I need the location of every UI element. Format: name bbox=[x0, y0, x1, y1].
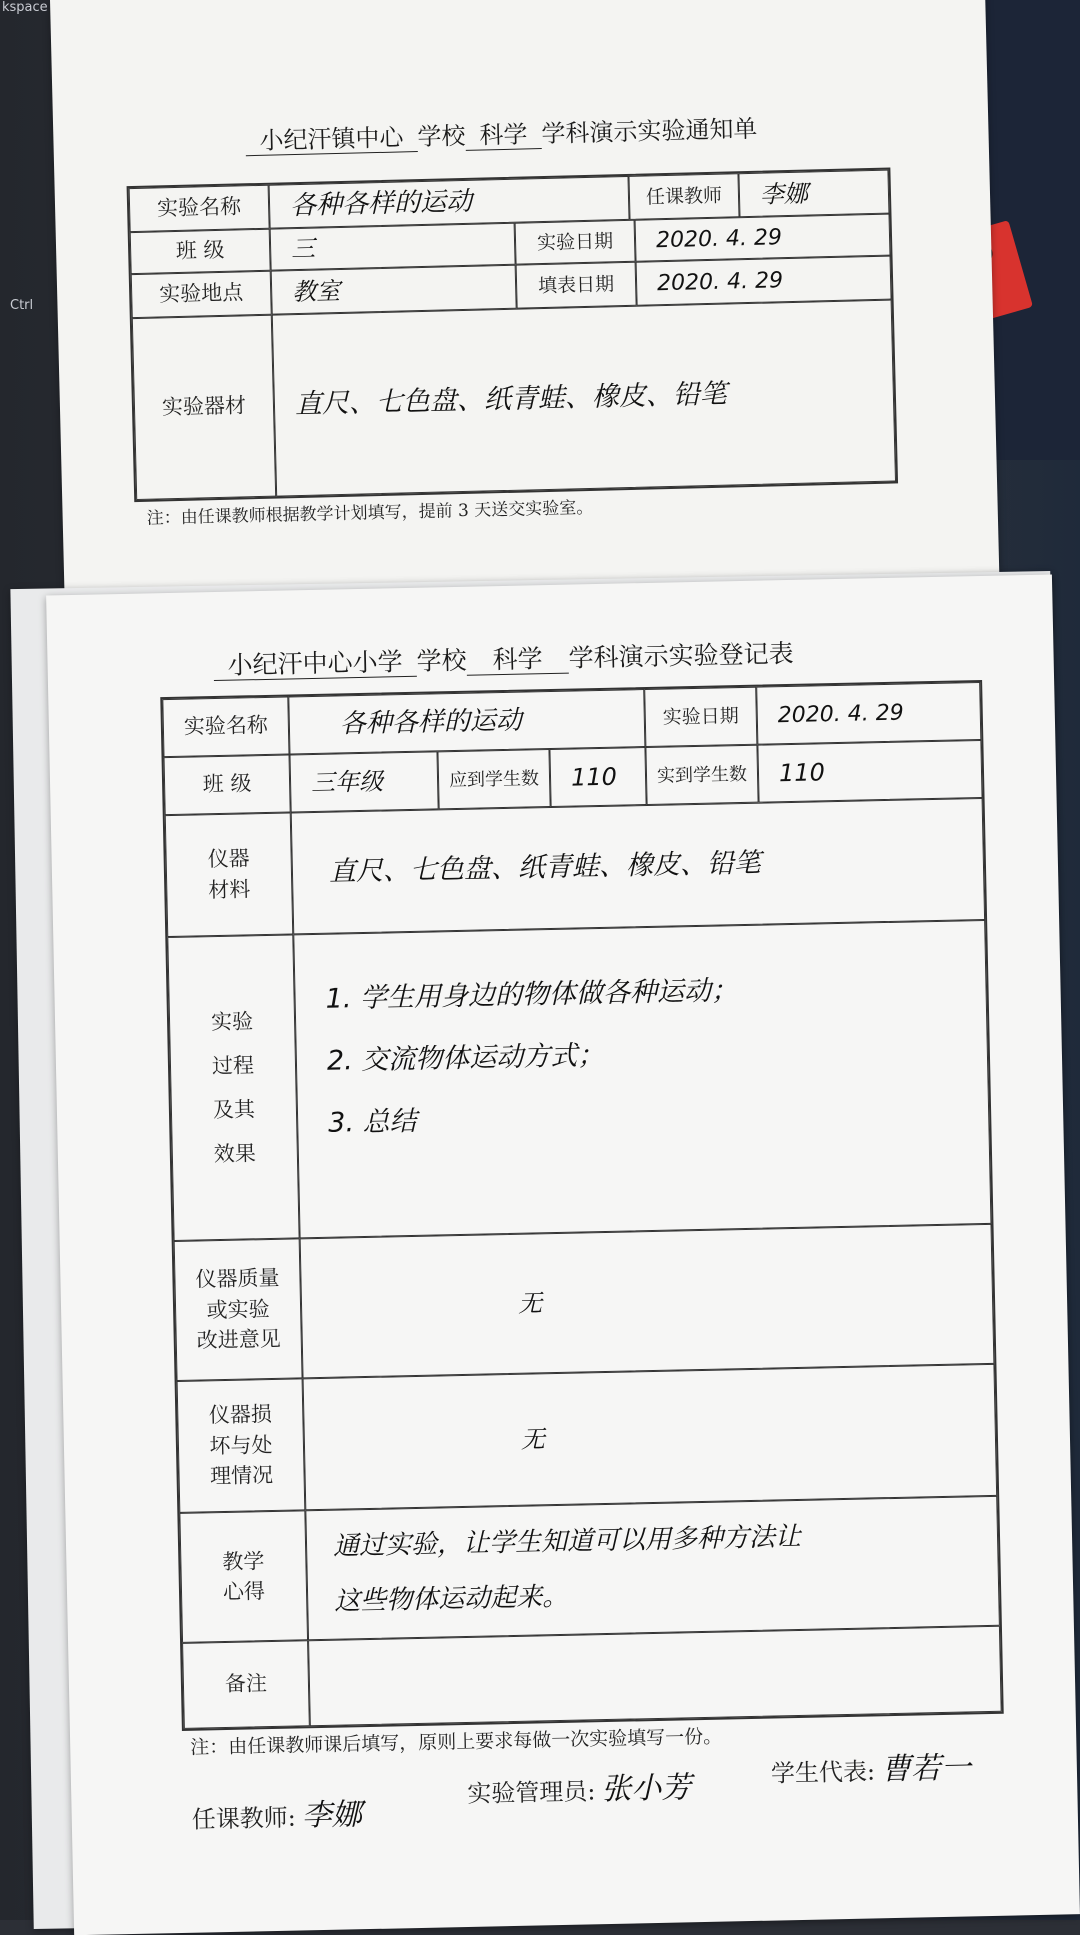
notice-fill-date-value: 2020. 4. 29 bbox=[636, 256, 892, 306]
notice-table bbox=[127, 168, 898, 503]
register-reflection-value: 通过实验，让学生知道可以用多种方法让 这些物体运动起来。 bbox=[305, 1496, 1000, 1640]
notice-place-label: 实验地点 bbox=[131, 271, 272, 318]
register-date-label: 实验日期 bbox=[644, 687, 757, 747]
notice-fill-date-label: 填表日期 bbox=[516, 262, 637, 309]
register-name-label: 实验名称 bbox=[162, 696, 289, 757]
register-actual-value: 110 bbox=[757, 740, 982, 803]
register-name-value: 各种各样的运动 bbox=[288, 689, 645, 754]
notice-teacher-label: 任课教师 bbox=[628, 173, 739, 220]
process-step-1: 1. 学生用身边的物体做各种运动； bbox=[325, 975, 739, 1015]
signature-student-value: 曹若一 bbox=[880, 1750, 972, 1788]
keyboard-backspace-key: kspace bbox=[2, 0, 48, 15]
register-materials-label: 仪器 材料 bbox=[165, 812, 294, 937]
register-quality-label: 仪器质量 或实验 改进意见 bbox=[174, 1238, 303, 1381]
register-date-value: 2020. 4. 29 bbox=[756, 682, 981, 745]
notice-class-label: 班 级 bbox=[130, 229, 271, 274]
register-process-value bbox=[293, 920, 991, 1238]
register-actual-label: 实到学生数 bbox=[645, 745, 758, 805]
notice-sheet bbox=[50, 0, 1000, 612]
register-class-label: 班 级 bbox=[164, 754, 291, 815]
register-remarks-label: 备注 bbox=[182, 1640, 310, 1729]
notice-title: 小纪汗镇中心 学校 科学 学科演示实验通知单 bbox=[245, 109, 758, 156]
notice-note: 注：由任课教师根据教学计划填写，提前 3 天送交实验室。 bbox=[146, 497, 594, 529]
notice-name-label: 实验名称 bbox=[129, 185, 270, 232]
signature-teacher: 任课教师: 李娜 bbox=[191, 1797, 363, 1834]
register-quality-value: 无 bbox=[300, 1224, 995, 1378]
register-expected-label: 应到学生数 bbox=[437, 749, 550, 809]
signature-admin-value: 张小芳 bbox=[600, 1770, 692, 1808]
notice-teacher-value: 李娜 bbox=[738, 170, 889, 218]
register-expected-value: 110 bbox=[549, 747, 646, 807]
notice-name-value: 各种各样的运动 bbox=[269, 176, 630, 229]
signature-admin: 实验管理员: 张小芳 bbox=[467, 1770, 692, 1808]
register-note: 注：由任课教师课后填写，原则上要求每做一次实验填写一份。 bbox=[190, 1725, 723, 1759]
register-title: 小纪汗中心小学 学校 科学 学科演示实验登记表 bbox=[213, 634, 794, 682]
register-process-label: 实验 过程 及其 效果 bbox=[167, 934, 299, 1241]
register-damage-label: 仪器损 坏与处 理情况 bbox=[177, 1378, 306, 1513]
register-materials-value: 直尺、七色盘、纸青蛙、橡皮、铅笔 bbox=[291, 798, 985, 934]
keyboard-ctrl-key: Ctrl bbox=[10, 298, 34, 313]
notice-equip-label: 实验器材 bbox=[132, 315, 276, 500]
register-remarks-value bbox=[308, 1626, 1002, 1726]
process-step-2: 2. 交流物体运动方式； bbox=[326, 1040, 605, 1077]
notice-place-value: 教室 bbox=[271, 265, 517, 315]
register-damage-value: 无 bbox=[303, 1364, 998, 1510]
notice-equip-value: 直尺、七色盘、纸青蛙、橡皮、铅笔 bbox=[272, 300, 896, 497]
notice-exp-date-value: 2020. 4. 29 bbox=[635, 214, 891, 262]
notice-exp-date-label: 实验日期 bbox=[515, 220, 636, 265]
register-class-value: 三年级 bbox=[289, 751, 438, 812]
notice-class-value: 三 bbox=[270, 223, 516, 271]
register-reflection-label: 教学 心得 bbox=[179, 1510, 308, 1643]
register-table bbox=[160, 680, 1003, 1731]
signature-student: 学生代表: 曹若一 bbox=[770, 1750, 972, 1788]
register-sheet bbox=[46, 574, 1080, 1935]
signature-teacher-value: 李娜 bbox=[301, 1797, 363, 1834]
process-step-3: 3. 总结 bbox=[327, 1106, 417, 1139]
